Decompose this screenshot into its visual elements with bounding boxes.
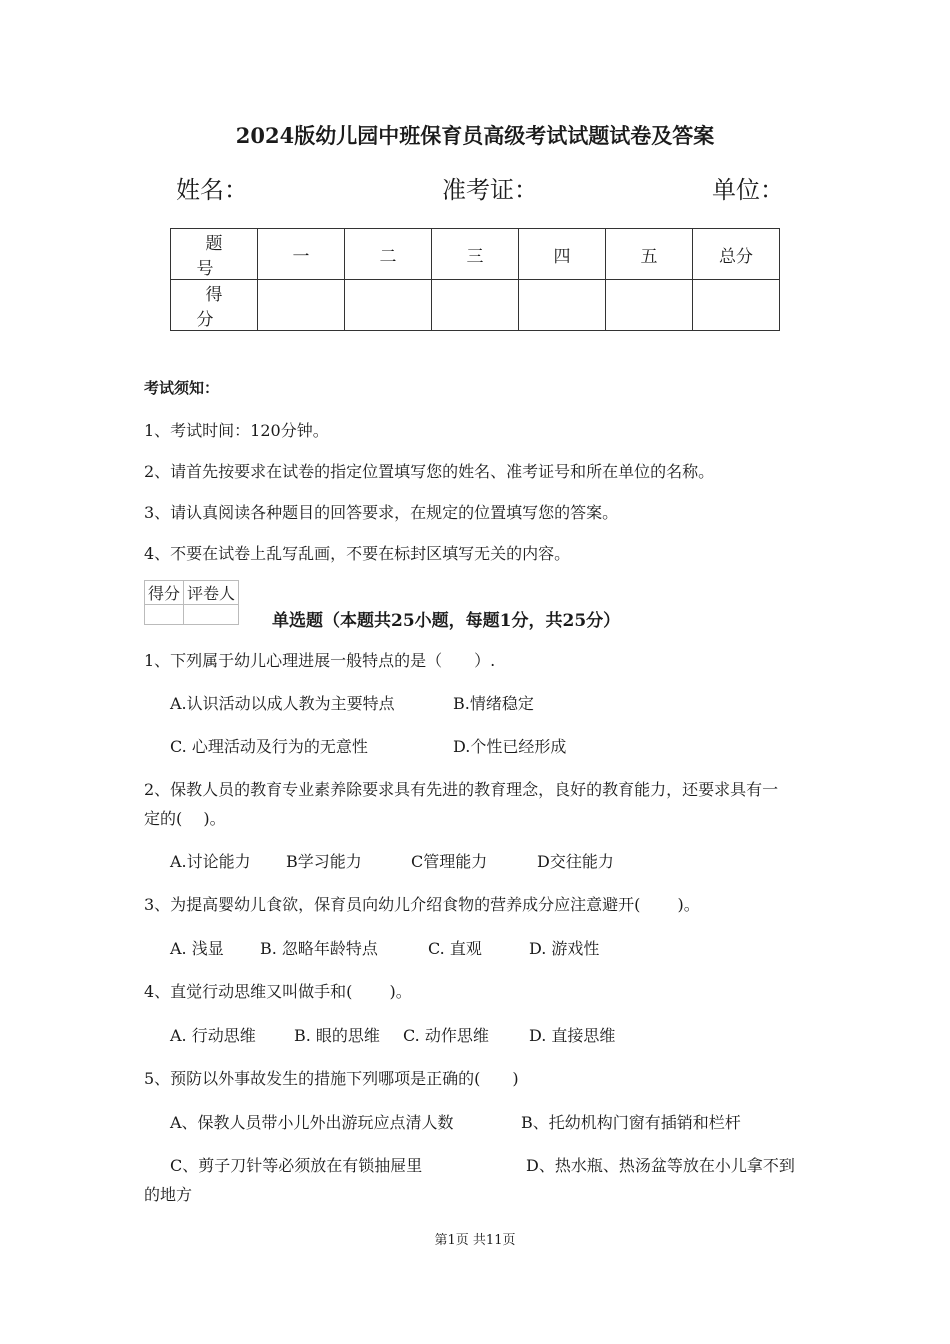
question-5-option-d-continued: 的地方 xyxy=(144,1185,193,1204)
score-cell xyxy=(693,280,780,331)
question-4-option-b: B. 眼的思维 xyxy=(294,1026,380,1045)
score-table xyxy=(170,228,780,331)
note-item: 1、考试时间：120分钟。 xyxy=(144,421,329,440)
note-item: 3、请认真阅读各种题目的回答要求，在规定的位置填写您的答案。 xyxy=(144,503,619,522)
question-3-option-b: B. 忽略年龄特点 xyxy=(260,939,378,958)
grader-box xyxy=(144,580,239,625)
grader-score-cell xyxy=(145,605,184,625)
score-cell xyxy=(606,280,693,331)
grader-score-label: 得分 xyxy=(145,581,184,605)
question-2-stem-line-2: 定的( )。 xyxy=(144,809,226,828)
name-field-label: 姓名： xyxy=(176,176,248,204)
question-2-option-a: A.讨论能力 xyxy=(170,852,251,871)
question-1-option-c: C. 心理活动及行为的无意性 xyxy=(170,737,368,756)
question-1-option-d: D.个性已经形成 xyxy=(453,737,567,756)
score-header-cell: 题 号 xyxy=(171,229,258,280)
question-2-option-d: D交往能力 xyxy=(537,852,614,871)
page-footer: 第1页 共11页 xyxy=(434,1233,516,1248)
score-header-cell: 二 xyxy=(345,229,432,280)
question-1-option-a: A.认识活动以成人教为主要特点 xyxy=(170,694,395,713)
score-header-cell: 一 xyxy=(258,229,345,280)
score-header-cell: 四 xyxy=(519,229,606,280)
score-row-label: 得 分 xyxy=(171,280,258,331)
score-cell xyxy=(432,280,519,331)
page-title: 2024版幼儿园中班保育员高级考试试题试卷及答案 xyxy=(235,123,715,148)
score-header-cell: 三 xyxy=(432,229,519,280)
unit-field-label: 单位： xyxy=(712,176,784,204)
score-table-score-row xyxy=(171,280,780,331)
question-5-option-c: C、剪子刀针等必须放在有锁抽屉里 xyxy=(170,1156,423,1175)
question-2-option-b: B学习能力 xyxy=(286,852,362,871)
score-header-cell: 五 xyxy=(606,229,693,280)
question-2-option-c: C管理能力 xyxy=(411,852,488,871)
exam-number-field-label: 准考证： xyxy=(442,176,538,204)
score-cell xyxy=(258,280,345,331)
note-item: 2、请首先按要求在试卷的指定位置填写您的姓名、准考证号和所在单位的名称。 xyxy=(144,462,715,481)
score-cell xyxy=(345,280,432,331)
question-3-option-c: C. 直观 xyxy=(428,939,482,958)
question-3-option-a: A. 浅显 xyxy=(170,939,224,958)
question-4-option-c: C. 动作思维 xyxy=(403,1026,489,1045)
question-5-option-b: B、托幼机构门窗有插销和栏杆 xyxy=(521,1113,741,1132)
question-4-option-a: A. 行动思维 xyxy=(170,1026,256,1045)
section-title: 单选题（本题共25小题，每题1分，共25分） xyxy=(272,611,621,631)
question-1-stem: 1、下列属于幼儿心理进展一般特点的是（ ）. xyxy=(144,651,496,670)
question-1-option-b: B.情绪稳定 xyxy=(453,694,534,713)
score-header-cell: 总分 xyxy=(693,229,780,280)
question-3-stem: 3、为提高婴幼儿食欲，保育员向幼儿介绍食物的营养成分应注意避开( )。 xyxy=(144,895,700,914)
question-5-option-d: D、热水瓶、热汤盆等放在小儿拿不到 xyxy=(526,1156,795,1175)
question-5-option-a: A、保教人员带小儿外出游玩应点清人数 xyxy=(170,1113,454,1132)
question-5-stem: 5、预防以外事故发生的措施下列哪项是正确的( ) xyxy=(144,1069,519,1088)
grader-reviewer-label: 评卷人 xyxy=(184,581,239,605)
question-4-stem: 4、直觉行动思维又叫做手和( )。 xyxy=(144,982,412,1001)
question-3-option-d: D. 游戏性 xyxy=(529,939,600,958)
question-2-stem-line-1: 2、保教人员的教育专业素养除要求具有先进的教育理念，良好的教育能力，还要求具有一 xyxy=(144,780,779,799)
score-table-header-row xyxy=(171,229,780,280)
grader-reviewer-cell xyxy=(184,605,239,625)
note-item: 4、不要在试卷上乱写乱画，不要在标封区填写无关的内容。 xyxy=(144,544,571,563)
question-4-option-d: D. 直接思维 xyxy=(529,1026,616,1045)
score-cell xyxy=(519,280,606,331)
notes-heading: 考试须知： xyxy=(144,379,220,397)
